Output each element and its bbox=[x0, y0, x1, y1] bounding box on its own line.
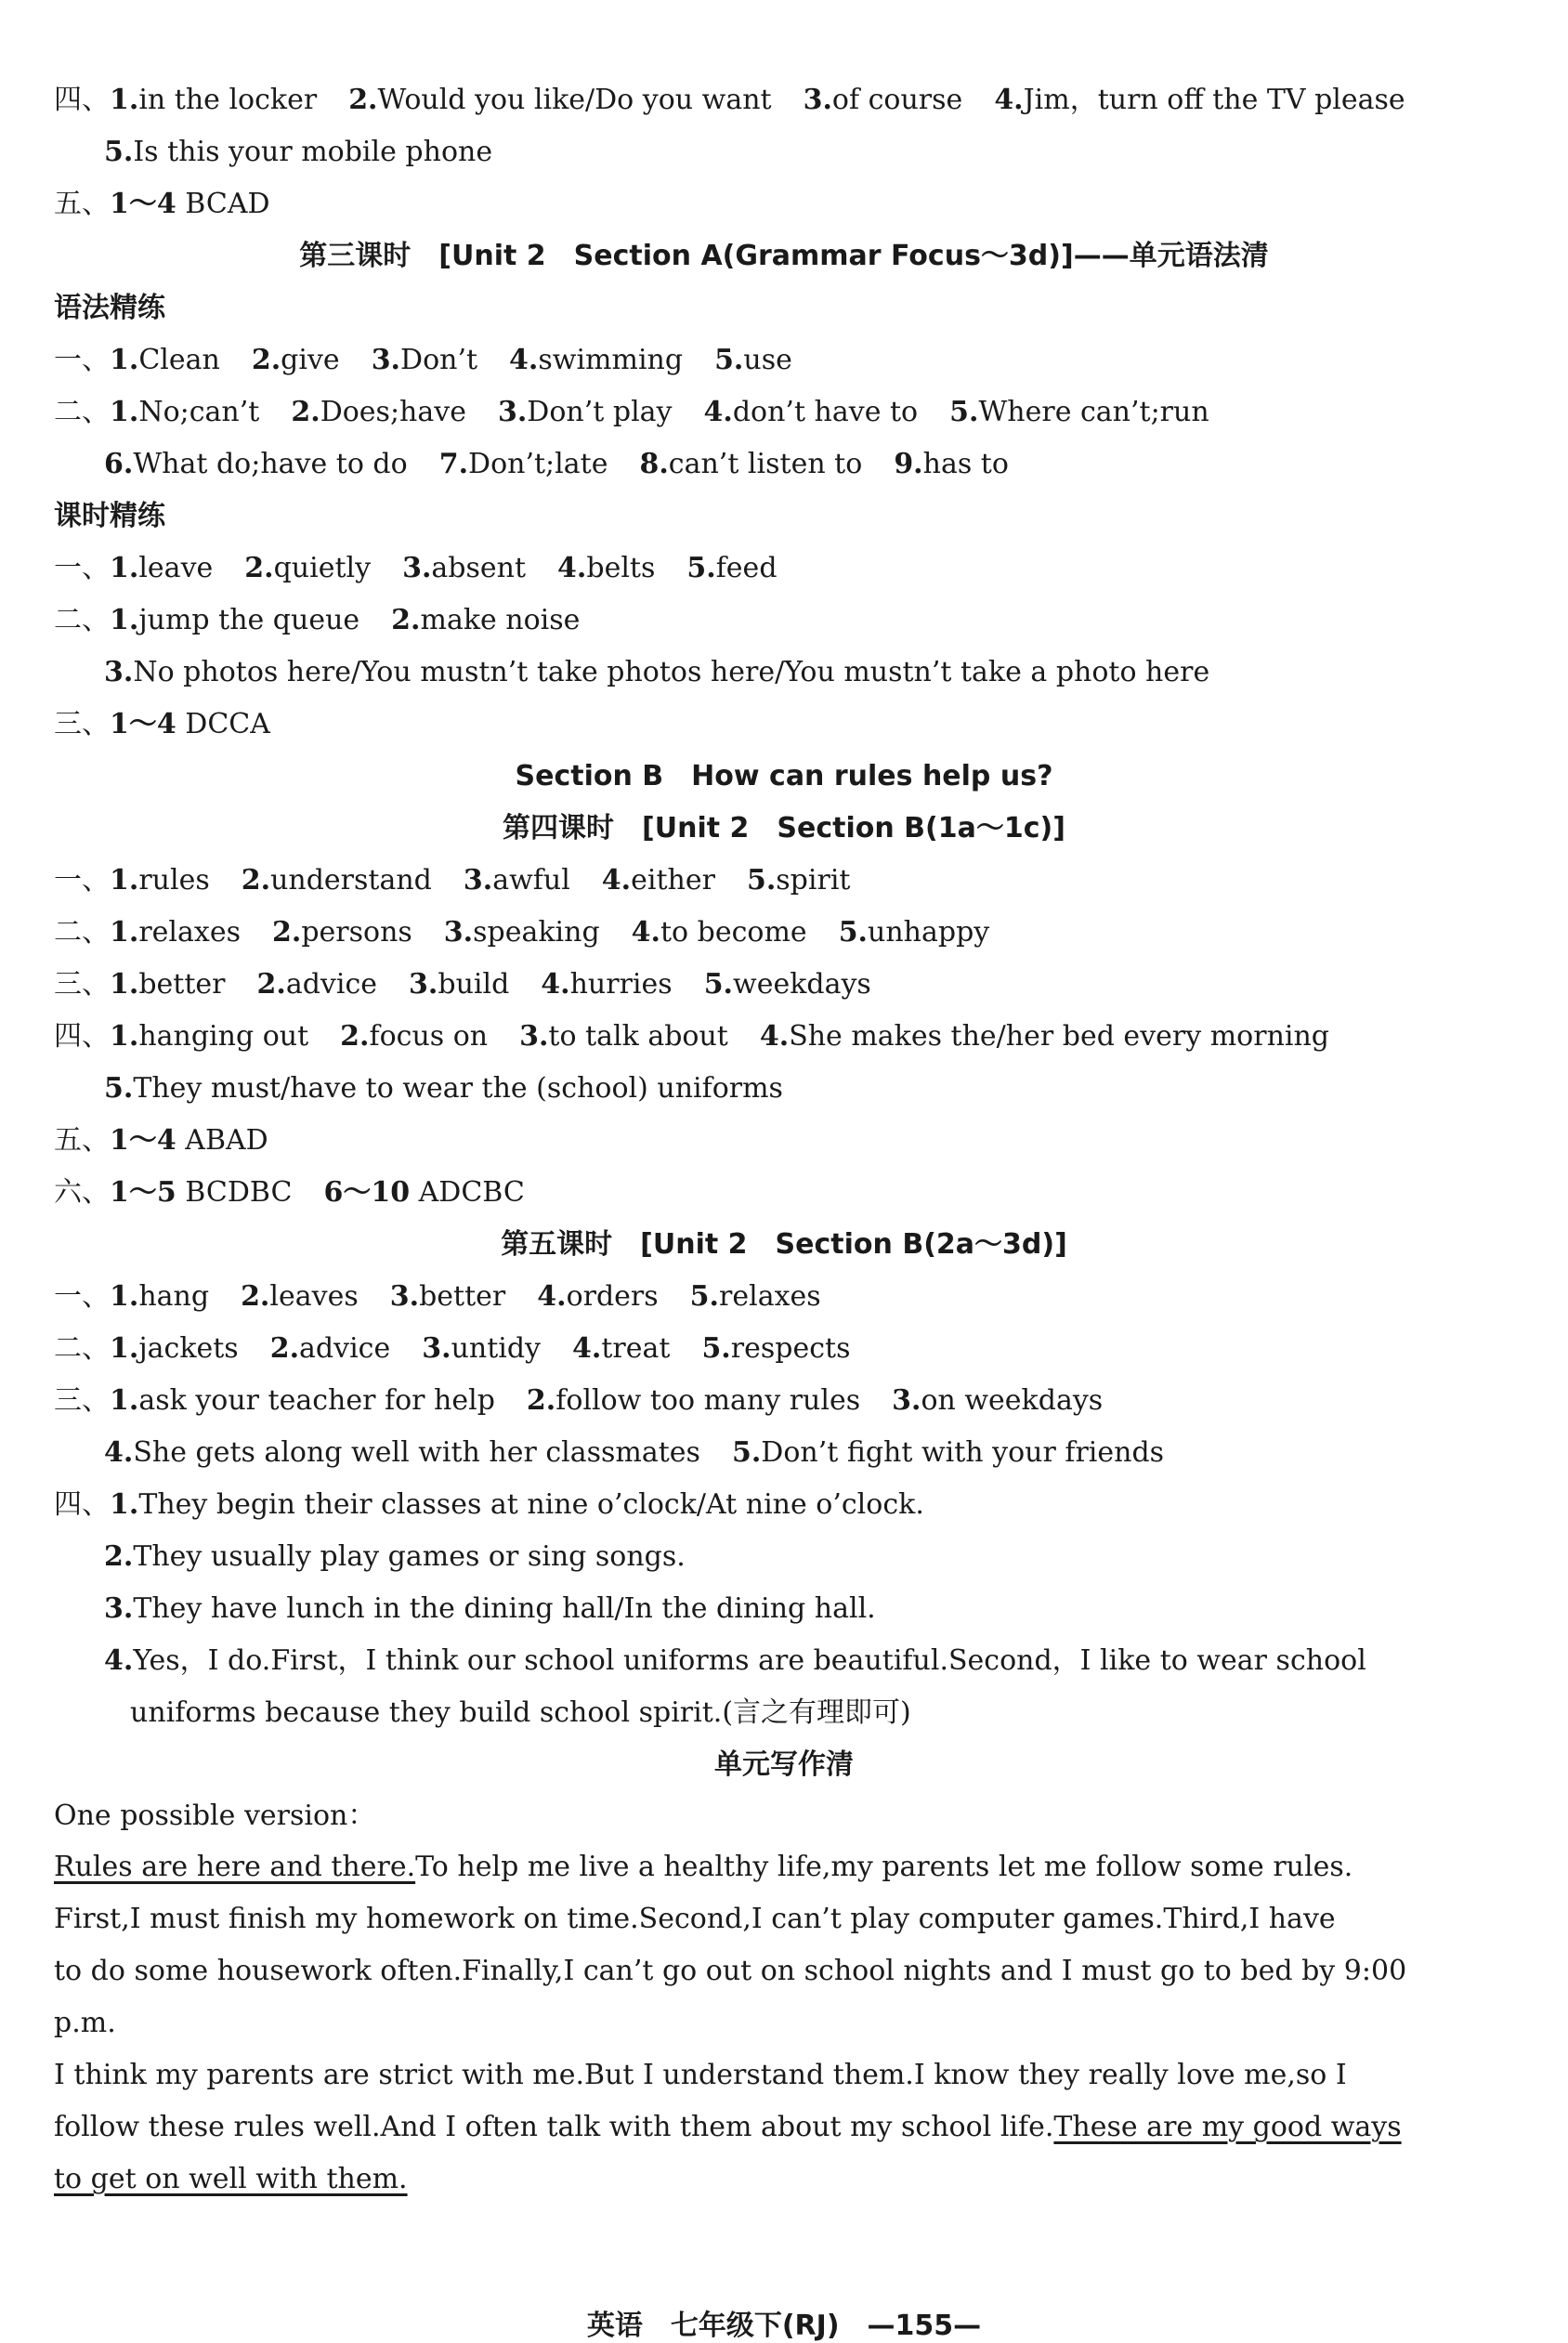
question-group-number: 三、 bbox=[54, 708, 110, 740]
answer-item bbox=[348, 84, 771, 116]
answer-item bbox=[519, 1020, 728, 1053]
question-group-number: 二、 bbox=[54, 1332, 110, 1365]
question-group-number: 五、 bbox=[54, 188, 110, 220]
answer-item bbox=[422, 1332, 541, 1365]
answer-number: 4. bbox=[104, 1436, 134, 1469]
answer-item bbox=[110, 968, 226, 1001]
answer-item bbox=[340, 1020, 488, 1053]
answer-number: 2. bbox=[251, 344, 281, 376]
answer-item bbox=[572, 1332, 670, 1365]
answer-item bbox=[257, 968, 378, 1001]
answer-text: better bbox=[419, 1280, 506, 1313]
answer-line bbox=[54, 699, 1438, 751]
answer-number: 9. bbox=[894, 448, 923, 480]
answer-item bbox=[242, 864, 432, 897]
answer-item bbox=[104, 136, 492, 168]
answer-line bbox=[104, 1063, 1438, 1115]
answer-text: awful bbox=[492, 864, 570, 897]
answer-number: 5. bbox=[701, 1332, 731, 1365]
question-group-number: 四、 bbox=[54, 84, 110, 116]
page-footer: 英语 七年级下(RJ) —155— bbox=[586, 2310, 982, 2342]
answer-text: She makes the/her bed every morning bbox=[789, 1020, 1330, 1053]
answer-text: make noise bbox=[420, 604, 581, 636]
answer-text: unhappy bbox=[868, 916, 990, 949]
essay-text: To help me live a healthy life,my parents let me follow some rules. bbox=[415, 1851, 1353, 1883]
answer-number: 3. bbox=[497, 396, 528, 428]
answer-text: follow too many rules bbox=[555, 1384, 861, 1417]
answer-item bbox=[110, 1020, 308, 1053]
answer-item bbox=[690, 1280, 821, 1313]
answer-item bbox=[894, 448, 1009, 480]
answer-item bbox=[110, 344, 220, 376]
answer-item bbox=[104, 1436, 700, 1469]
answer-text: Don’t;late bbox=[468, 448, 608, 480]
answer-text: spirit bbox=[776, 864, 851, 897]
answer-item bbox=[409, 968, 509, 1001]
answer-item bbox=[509, 344, 683, 376]
answer-number: 1～5 bbox=[110, 1176, 176, 1209]
answer-number: 2. bbox=[256, 968, 286, 1001]
answer-number: 5. bbox=[104, 1072, 134, 1105]
answer-text: rules bbox=[138, 864, 210, 897]
answer-number: 1. bbox=[110, 344, 139, 376]
answer-number: 2. bbox=[391, 604, 421, 636]
answer-line bbox=[54, 74, 1438, 126]
answer-line bbox=[104, 1531, 1438, 1583]
answer-text: respects bbox=[730, 1332, 851, 1365]
answer-text: BCDBC bbox=[176, 1176, 293, 1209]
subsection-heading: 语法精练 bbox=[54, 292, 165, 324]
essay-paragraph-3-line-1: I think my parents are strict with me.But I understand them.I know they really love me,so I bbox=[54, 2059, 1347, 2091]
answer-number: 3. bbox=[422, 1332, 451, 1365]
answer-item bbox=[372, 344, 477, 376]
answer-text: orders bbox=[566, 1280, 659, 1313]
answer-item bbox=[839, 916, 990, 949]
essay-intro: One possible version： bbox=[54, 1800, 376, 1832]
answer-number: 1～4 bbox=[110, 708, 176, 740]
answer-item bbox=[110, 1176, 292, 1209]
answer-line bbox=[54, 855, 1438, 907]
answer-item bbox=[704, 968, 871, 1001]
section-heading: 单元写作清 bbox=[714, 1748, 854, 1781]
answer-text: They must/have to wear the (school) uniforms bbox=[133, 1072, 783, 1105]
question-group-number: 二、 bbox=[54, 916, 110, 949]
answer-number: 2. bbox=[340, 1020, 370, 1053]
answer-text: They have lunch in the dining hall/In the dining hall. bbox=[133, 1592, 876, 1625]
answer-number: 3. bbox=[389, 1280, 420, 1313]
answer-number: 4. bbox=[994, 84, 1024, 116]
answer-item bbox=[104, 1592, 876, 1625]
answer-item bbox=[110, 604, 359, 636]
answer-number: 3. bbox=[402, 552, 432, 584]
answer-number: 5. bbox=[104, 136, 134, 168]
answer-line bbox=[54, 1479, 1438, 1531]
question-group-number: 二、 bbox=[54, 396, 110, 428]
answer-number: 3. bbox=[409, 968, 438, 1001]
answer-number: 4. bbox=[104, 1644, 134, 1677]
answer-item bbox=[949, 396, 1209, 428]
answer-line bbox=[54, 543, 1438, 595]
answer-text: to talk about bbox=[548, 1020, 728, 1053]
answer-number: 4. bbox=[601, 864, 632, 897]
answer-number: 3. bbox=[371, 344, 401, 376]
question-group-number: 一、 bbox=[54, 344, 110, 376]
question-group-number: 四、 bbox=[54, 1020, 110, 1053]
answer-number: 4. bbox=[537, 1280, 567, 1313]
answer-item bbox=[104, 1540, 686, 1573]
answer-text: understand bbox=[270, 864, 432, 897]
answer-item bbox=[632, 916, 807, 949]
essay-paragraph-1 bbox=[54, 1841, 1429, 1893]
answer-text: can’t listen to bbox=[668, 448, 863, 480]
answer-line bbox=[54, 1375, 1438, 1427]
answer-item bbox=[110, 84, 317, 116]
answer-number: 1. bbox=[110, 1280, 139, 1313]
answer-item bbox=[110, 188, 270, 220]
essay-paragraph-3-line-2 bbox=[54, 2101, 1429, 2153]
answer-line bbox=[104, 1427, 1438, 1479]
answer-line bbox=[104, 1635, 1438, 1687]
answer-number: 1～4 bbox=[110, 188, 176, 220]
answer-text: treat bbox=[601, 1332, 671, 1365]
answer-text: feed bbox=[715, 552, 777, 584]
answer-text: advice bbox=[285, 968, 378, 1001]
answer-text: focus on bbox=[369, 1020, 489, 1053]
answer-line bbox=[54, 386, 1438, 438]
answer-text: They usually play games or sing songs. bbox=[133, 1540, 686, 1573]
answer-line bbox=[54, 1167, 1438, 1219]
answer-number: 1. bbox=[110, 1488, 139, 1521]
answer-text: leave bbox=[138, 552, 214, 584]
essay-underlined-closing-end: to get on well with them. bbox=[54, 2163, 408, 2195]
answer-line bbox=[54, 178, 1438, 230]
answer-text: speaking bbox=[473, 916, 600, 949]
answer-item bbox=[714, 344, 792, 376]
question-group-number: 一、 bbox=[54, 1280, 110, 1313]
essay-paragraph-2-line-2: to do some housework often.Finally,I can’t go out on school nights and I must go to bed by 9:00 bbox=[54, 1955, 1407, 1987]
answer-number: 4. bbox=[541, 968, 570, 1001]
answer-line bbox=[54, 1271, 1438, 1323]
question-group-number: 四、 bbox=[54, 1488, 110, 1521]
answer-item bbox=[110, 708, 270, 740]
answer-text: Clean bbox=[138, 344, 220, 376]
answer-text: BCAD bbox=[176, 188, 270, 220]
answer-text: Jim，turn off the TV please bbox=[1023, 84, 1405, 116]
answer-text: give bbox=[281, 344, 340, 376]
answer-text: Where can’t;run bbox=[978, 396, 1209, 428]
answer-item bbox=[402, 552, 526, 584]
answer-number: 1. bbox=[110, 916, 139, 949]
answer-item bbox=[272, 916, 412, 949]
answer-number: 5. bbox=[686, 552, 716, 584]
answer-text: either bbox=[631, 864, 715, 897]
answer-item bbox=[464, 864, 570, 897]
answer-text: untidy bbox=[451, 1332, 542, 1365]
answer-item bbox=[760, 1020, 1329, 1053]
answer-text: build bbox=[438, 968, 510, 1001]
answer-number: 5. bbox=[689, 1280, 719, 1313]
answer-number: 4. bbox=[572, 1332, 602, 1365]
answer-text: advice bbox=[299, 1332, 391, 1365]
answer-item bbox=[110, 1488, 924, 1521]
answer-text: leaves bbox=[269, 1280, 359, 1313]
answer-number: 1. bbox=[110, 552, 139, 584]
answer-item bbox=[537, 1280, 658, 1313]
answer-number: 1. bbox=[110, 604, 139, 636]
answer-text: use bbox=[743, 344, 792, 376]
answer-text: Is this your mobile phone bbox=[133, 136, 493, 168]
answer-text: on weekdays bbox=[921, 1384, 1104, 1417]
answer-line bbox=[54, 1323, 1438, 1375]
answer-item bbox=[527, 1384, 860, 1417]
answer-number: 3. bbox=[104, 656, 134, 688]
answer-item bbox=[291, 396, 466, 428]
answer-text: in the locker bbox=[138, 84, 318, 116]
answer-item bbox=[110, 864, 210, 897]
answer-number: 1. bbox=[110, 1332, 139, 1365]
answer-item bbox=[244, 552, 371, 584]
answer-number: 2. bbox=[241, 1280, 270, 1313]
section-heading: 第三课时 [Unit 2 Section A(Grammar Focus～3d)]——单元语法清 bbox=[299, 240, 1269, 272]
answer-item bbox=[104, 1072, 783, 1105]
subsection-heading: 课时精练 bbox=[54, 500, 165, 532]
answer-item bbox=[541, 968, 672, 1001]
answer-line bbox=[104, 126, 1438, 178]
answer-text: What do;have to do bbox=[133, 448, 408, 480]
answer-text: relaxes bbox=[138, 916, 241, 949]
answer-text: Yes，I do.First，I think our school uniforms are beautiful.Second，I like to wear school bbox=[133, 1644, 1366, 1677]
answer-line bbox=[54, 907, 1438, 959]
answer-text: absent bbox=[431, 552, 527, 584]
answer-text: ABAD bbox=[176, 1124, 268, 1157]
answer-number: 5. bbox=[703, 968, 734, 1001]
question-group-number: 二、 bbox=[54, 604, 110, 636]
answer-text: to become bbox=[660, 916, 807, 949]
answer-number: 1. bbox=[110, 864, 139, 897]
question-group-number: 六、 bbox=[54, 1176, 110, 1209]
answer-number: 2. bbox=[271, 916, 302, 949]
answer-item bbox=[104, 448, 408, 480]
question-group-number: 三、 bbox=[54, 968, 110, 1001]
answer-item bbox=[110, 552, 213, 584]
answer-item bbox=[110, 1280, 209, 1313]
question-group-number: 一、 bbox=[54, 864, 110, 897]
answer-number: 2. bbox=[241, 864, 271, 897]
answer-item bbox=[704, 396, 919, 428]
essay-text: follow these rules well.And I often talk with them about my school life. bbox=[54, 2111, 1054, 2143]
answer-item bbox=[110, 1384, 495, 1417]
answer-number: 5. bbox=[746, 864, 777, 897]
answer-line bbox=[54, 1115, 1438, 1167]
essay-paragraph-2-line-1: First,I must finish my homework on time.Second,I can’t play computer games.Third,I have bbox=[54, 1903, 1336, 1935]
answer-text: hang bbox=[138, 1280, 210, 1313]
answer-text: has to bbox=[922, 448, 1009, 480]
answer-text: swimming bbox=[538, 344, 684, 376]
answer-line bbox=[104, 1583, 1438, 1635]
answer-number: 8. bbox=[639, 448, 669, 480]
answer-text: quietly bbox=[273, 552, 372, 584]
answer-number: 4. bbox=[509, 344, 539, 376]
answer-text: belts bbox=[586, 552, 656, 584]
answer-item bbox=[747, 864, 851, 897]
answer-text: don’t have to bbox=[732, 396, 919, 428]
answer-number: 6～10 bbox=[323, 1176, 411, 1209]
answer-number: 1. bbox=[110, 84, 139, 116]
answer-number: 5. bbox=[838, 916, 869, 949]
section-heading: 第四课时 [Unit 2 Section B(1a～1c)] bbox=[503, 812, 1065, 844]
answer-number: 1. bbox=[110, 1384, 139, 1417]
section-heading: 第五课时 [Unit 2 Section B(2a～3d)] bbox=[501, 1228, 1067, 1261]
essay-paragraph-2-line-3: p.m. bbox=[54, 2007, 116, 2039]
answer-number: 5. bbox=[714, 344, 744, 376]
answer-item bbox=[602, 864, 715, 897]
answer-number: 1. bbox=[110, 968, 139, 1001]
answer-item bbox=[104, 656, 1209, 688]
answer-item bbox=[110, 396, 259, 428]
answer-text: persons bbox=[301, 916, 412, 949]
answer-text: of course bbox=[831, 84, 963, 116]
answer-text: Don’t play bbox=[527, 396, 673, 428]
answer-number: 2. bbox=[244, 552, 274, 584]
answer-item bbox=[892, 1384, 1103, 1417]
answer-number: 2. bbox=[269, 1332, 300, 1365]
answer-number: 5. bbox=[949, 396, 979, 428]
answer-number: 3. bbox=[463, 864, 493, 897]
answer-text: hanging out bbox=[138, 1020, 309, 1053]
answer-text: hurries bbox=[569, 968, 673, 1001]
answer-item bbox=[686, 552, 777, 584]
essay-underlined-topic-sentence: Rules are here and there. bbox=[54, 1851, 416, 1883]
answer-line bbox=[54, 1011, 1438, 1063]
essay-paragraph-3-line-3 bbox=[54, 2153, 1429, 2206]
answer-number: 4. bbox=[631, 916, 660, 949]
answer-number: 3. bbox=[104, 1592, 134, 1625]
answer-item bbox=[241, 1280, 359, 1313]
answer-number: 1. bbox=[110, 1020, 139, 1053]
answer-item bbox=[391, 604, 580, 636]
answer-line bbox=[54, 595, 1438, 647]
answer-text: ask your teacher for help bbox=[138, 1384, 495, 1417]
answer-text: No;can’t bbox=[138, 396, 260, 428]
answer-line bbox=[54, 959, 1438, 1011]
section-heading: Section B How can rules help us? bbox=[515, 760, 1053, 792]
answer-text: better bbox=[138, 968, 226, 1001]
answer-number: 2. bbox=[526, 1384, 556, 1417]
answer-number: 3. bbox=[803, 84, 832, 116]
answer-item bbox=[732, 1436, 1164, 1469]
answer-text: jackets bbox=[138, 1332, 239, 1365]
answer-item bbox=[110, 1124, 268, 1157]
answer-number: 1. bbox=[110, 396, 139, 428]
answer-text: jump the queue bbox=[138, 604, 360, 636]
answer-line bbox=[104, 647, 1438, 699]
answer-text: Don’t fight with your friends bbox=[761, 1436, 1165, 1469]
answer-item bbox=[439, 448, 608, 480]
answer-text: They begin their classes at nine o’clock/At nine o’clock. bbox=[138, 1488, 924, 1521]
answer-continuation: uniforms because they build school spirit.(言之有理即可) bbox=[130, 1696, 911, 1729]
answer-number: 4. bbox=[703, 396, 733, 428]
answer-text: ADCBC bbox=[410, 1176, 525, 1209]
question-group-number: 三、 bbox=[54, 1384, 110, 1417]
answer-number: 2. bbox=[104, 1540, 134, 1573]
answer-number: 3. bbox=[443, 916, 474, 949]
question-group-number: 五、 bbox=[54, 1124, 110, 1157]
answer-item bbox=[498, 396, 673, 428]
answer-item bbox=[270, 1332, 391, 1365]
question-group-number: 一、 bbox=[54, 552, 110, 584]
answer-text: No photos here/You mustn’t take photos here/You mustn’t take a photo here bbox=[133, 656, 1210, 688]
answer-item bbox=[390, 1280, 506, 1313]
answer-item bbox=[444, 916, 600, 949]
answer-item bbox=[252, 344, 340, 376]
answer-line bbox=[54, 334, 1438, 386]
answer-item bbox=[557, 552, 655, 584]
answer-text: She gets along well with her classmates bbox=[133, 1436, 700, 1469]
answer-item bbox=[701, 1332, 850, 1365]
answer-text: relaxes bbox=[719, 1280, 821, 1313]
answer-item bbox=[104, 1644, 1366, 1677]
answer-number: 3. bbox=[519, 1020, 549, 1053]
answer-text: weekdays bbox=[733, 968, 871, 1001]
answer-text: DCCA bbox=[176, 708, 270, 740]
answer-item bbox=[804, 84, 963, 116]
answer-number: 6. bbox=[104, 448, 134, 480]
answer-item bbox=[639, 448, 862, 480]
answer-line bbox=[104, 438, 1438, 491]
answer-number: 7. bbox=[438, 448, 469, 480]
answer-number: 2. bbox=[291, 396, 320, 428]
answer-number: 3. bbox=[892, 1384, 921, 1417]
answer-text: Does;have bbox=[320, 396, 466, 428]
answer-item bbox=[994, 84, 1405, 116]
answer-number: 1～4 bbox=[110, 1124, 176, 1157]
answer-item bbox=[323, 1176, 524, 1209]
answer-item bbox=[110, 916, 241, 949]
answer-text: Would you like/Do you want bbox=[377, 84, 772, 116]
answer-number: 4. bbox=[557, 552, 587, 584]
answer-item bbox=[110, 1332, 239, 1365]
answer-number: 4. bbox=[759, 1020, 790, 1053]
answer-number: 5. bbox=[731, 1436, 762, 1469]
essay-underlined-closing: These are my good ways bbox=[1053, 2111, 1402, 2143]
answer-number: 2. bbox=[348, 84, 378, 116]
answer-text: Don’t bbox=[400, 344, 478, 376]
